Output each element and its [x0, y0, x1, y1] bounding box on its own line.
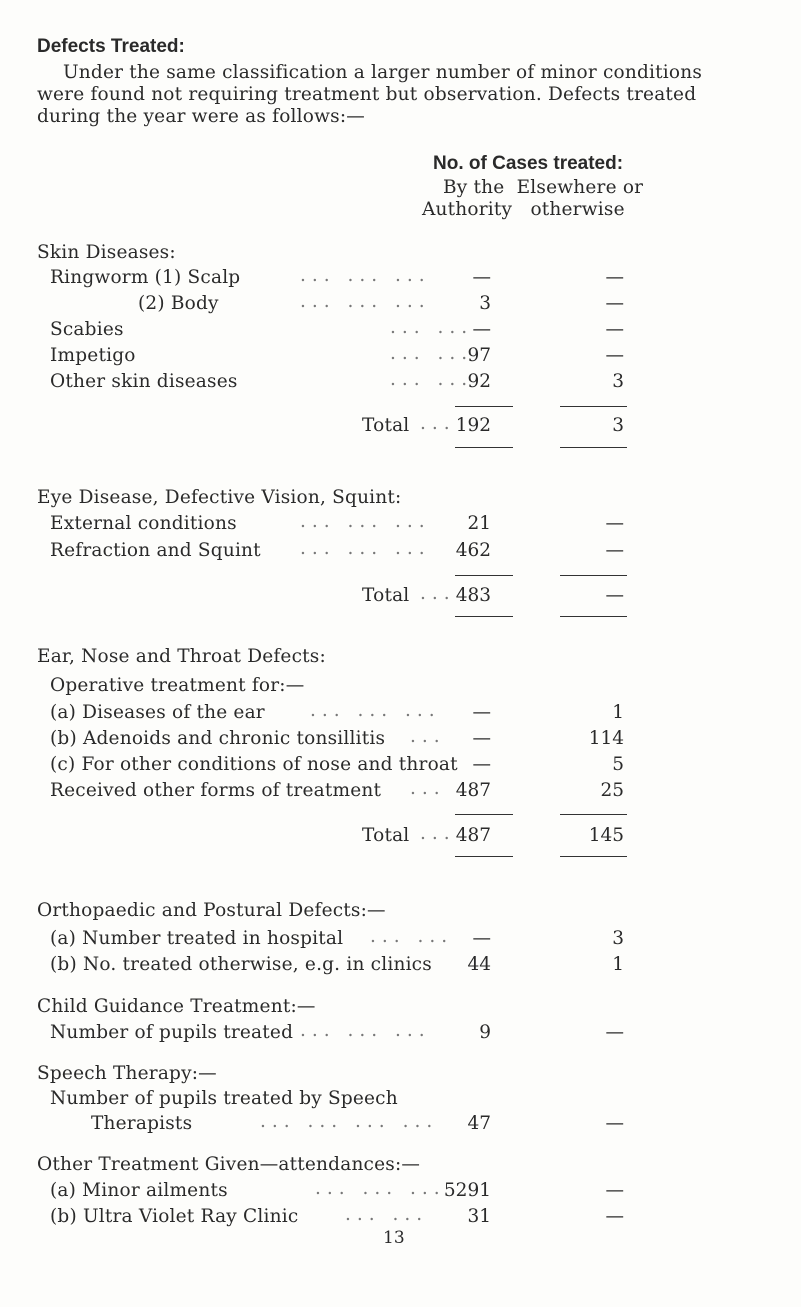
page-number: 13 — [383, 1228, 405, 1248]
cell-authority: — — [472, 754, 491, 775]
speech-label-1: Number of pupils treated by Speech — [50, 1088, 398, 1109]
cell-authority: 9 — [479, 1022, 491, 1043]
sum-rule — [560, 406, 627, 407]
cell-authority: 31 — [467, 1206, 491, 1227]
table-row-label: (b) No. treated otherwise, e.g. in clinics — [50, 954, 432, 975]
cell-elsewhere: — — [605, 319, 624, 340]
total-authority: 192 — [455, 415, 491, 436]
speech-label-2: Therapists — [91, 1113, 193, 1134]
sum-rule — [560, 575, 627, 576]
table-row-label: (c) For other conditions of nose and throat — [50, 754, 458, 775]
cell-elsewhere: 5 — [612, 754, 624, 775]
cell-authority: — — [472, 702, 491, 723]
cell-elsewhere: — — [605, 1180, 624, 1201]
leader-dots: ... — [410, 778, 446, 799]
cell-elsewhere: — — [605, 1022, 624, 1043]
table-row-label: (a) Diseases of the ear — [50, 702, 265, 723]
total-elsewhere: 3 — [612, 415, 624, 436]
total-rule — [455, 616, 513, 617]
total-rule — [455, 856, 513, 857]
table-row-label: Other skin diseases — [50, 371, 238, 392]
cell-elsewhere: — — [605, 345, 624, 366]
table-row-label: Received other forms of treatment — [50, 780, 382, 801]
leader-dots: ... ... ... — [300, 265, 431, 286]
table-row-label: (a) Number treated in hospital — [50, 928, 344, 949]
sum-rule — [560, 814, 627, 815]
cell-elsewhere: — — [605, 540, 624, 561]
total-authority: 487 — [455, 825, 491, 846]
table-row-label: Impetigo — [50, 345, 136, 366]
cell-authority: 487 — [455, 780, 491, 801]
ent-subheading: Operative treatment for:— — [50, 675, 305, 696]
cell-elsewhere: — — [605, 267, 624, 288]
cell-authority: — — [472, 319, 491, 340]
leader-dots: ... ... — [390, 343, 474, 364]
cell-authority: 47 — [467, 1113, 491, 1134]
total-rule — [455, 447, 513, 448]
other-heading: Other Treatment Given—attendances:— — [37, 1154, 421, 1175]
columns-sub-1: By the Elsewhere or — [443, 177, 644, 198]
cell-authority: 462 — [455, 540, 491, 561]
leader-dots: ... ... ... — [315, 1178, 446, 1199]
leader-dots: ... ... ... — [300, 1020, 431, 1041]
sum-rule — [455, 575, 513, 576]
sum-rule — [455, 814, 513, 815]
cell-elsewhere: 25 — [600, 780, 624, 801]
columns-heading: No. of Cases treated: — [433, 153, 624, 174]
leader-dots: ... ... — [390, 369, 474, 390]
leader-dots: ... ... ... — [310, 700, 441, 721]
cell-authority: — — [472, 267, 491, 288]
speech-heading: Speech Therapy:— — [37, 1063, 217, 1084]
skin-heading: Skin Diseases: — [37, 242, 176, 263]
table-row-label: External conditions — [50, 513, 237, 534]
sum-rule — [455, 406, 513, 407]
cell-elsewhere: — — [605, 1113, 624, 1134]
cell-elsewhere: — — [605, 513, 624, 534]
total-rule — [560, 856, 627, 857]
leader-dots: ... ... ... — [300, 291, 431, 312]
cell-authority: 44 — [467, 954, 491, 975]
cell-elsewhere: 1 — [612, 702, 624, 723]
table-row-label: Scabies — [50, 319, 124, 340]
table-row-label: (a) Minor ailments — [50, 1180, 228, 1201]
cell-authority: 92 — [467, 371, 491, 392]
table-row-label: Ringworm (1) Scalp — [50, 267, 241, 288]
total-label: Total — [362, 825, 410, 846]
total-rule — [560, 447, 627, 448]
table-row-label: Refraction and Squint — [50, 540, 261, 561]
leader-dots: ... — [410, 726, 446, 747]
ent-heading: Ear, Nose and Throat Defects: — [37, 646, 326, 667]
eye-heading: Eye Disease, Defective Vision, Squint: — [37, 487, 402, 508]
total-rule — [560, 616, 627, 617]
columns-sub-2: Authority otherwise — [422, 199, 625, 220]
cell-authority: 97 — [467, 345, 491, 366]
table-row-label: (2) Body — [138, 293, 219, 314]
leader-dots: ... ... — [370, 926, 454, 947]
intro-line-2: were found not requiring treatment but observation. Defects treated — [37, 84, 697, 105]
leader-dots: ... — [420, 413, 456, 434]
cell-authority: — — [472, 928, 491, 949]
cell-authority: — — [472, 728, 491, 749]
table-row-label: (b) Adenoids and chronic tonsillitis — [50, 728, 386, 749]
total-authority: 483 — [455, 585, 491, 606]
cell-elsewhere: 1 — [612, 954, 624, 975]
cell-authority: 21 — [467, 513, 491, 534]
intro-line-1: Under the same classification a larger number of minor conditions — [63, 62, 703, 83]
cell-elsewhere: 3 — [612, 371, 624, 392]
leader-dots: ... ... — [345, 1204, 429, 1225]
table-row-label: Number of pupils treated — [50, 1022, 294, 1043]
total-elsewhere: — — [605, 585, 624, 606]
cell-elsewhere: 3 — [612, 928, 624, 949]
total-label: Total — [362, 585, 410, 606]
total-label: Total — [362, 415, 410, 436]
table-row-label: (b) Ultra Violet Ray Clinic — [50, 1206, 299, 1227]
section-title: Defects Treated: — [37, 36, 185, 57]
leader-dots: ... ... ... ... — [260, 1111, 439, 1132]
cell-elsewhere: — — [605, 1206, 624, 1227]
leader-dots: ... — [420, 823, 456, 844]
child-heading: Child Guidance Treatment:— — [37, 996, 316, 1017]
cell-elsewhere: 114 — [588, 728, 624, 749]
cell-authority: 3 — [479, 293, 491, 314]
leader-dots: ... ... ... — [300, 511, 431, 532]
leader-dots: ... — [420, 583, 456, 604]
leader-dots: ... ... — [390, 317, 474, 338]
intro-line-3: during the year were as follows:— — [37, 106, 365, 127]
ortho-heading: Orthopaedic and Postural Defects:— — [37, 900, 386, 921]
cell-authority: 5291 — [443, 1180, 491, 1201]
cell-elsewhere: — — [605, 293, 624, 314]
total-elsewhere: 145 — [588, 825, 624, 846]
leader-dots: ... ... ... — [300, 538, 431, 559]
